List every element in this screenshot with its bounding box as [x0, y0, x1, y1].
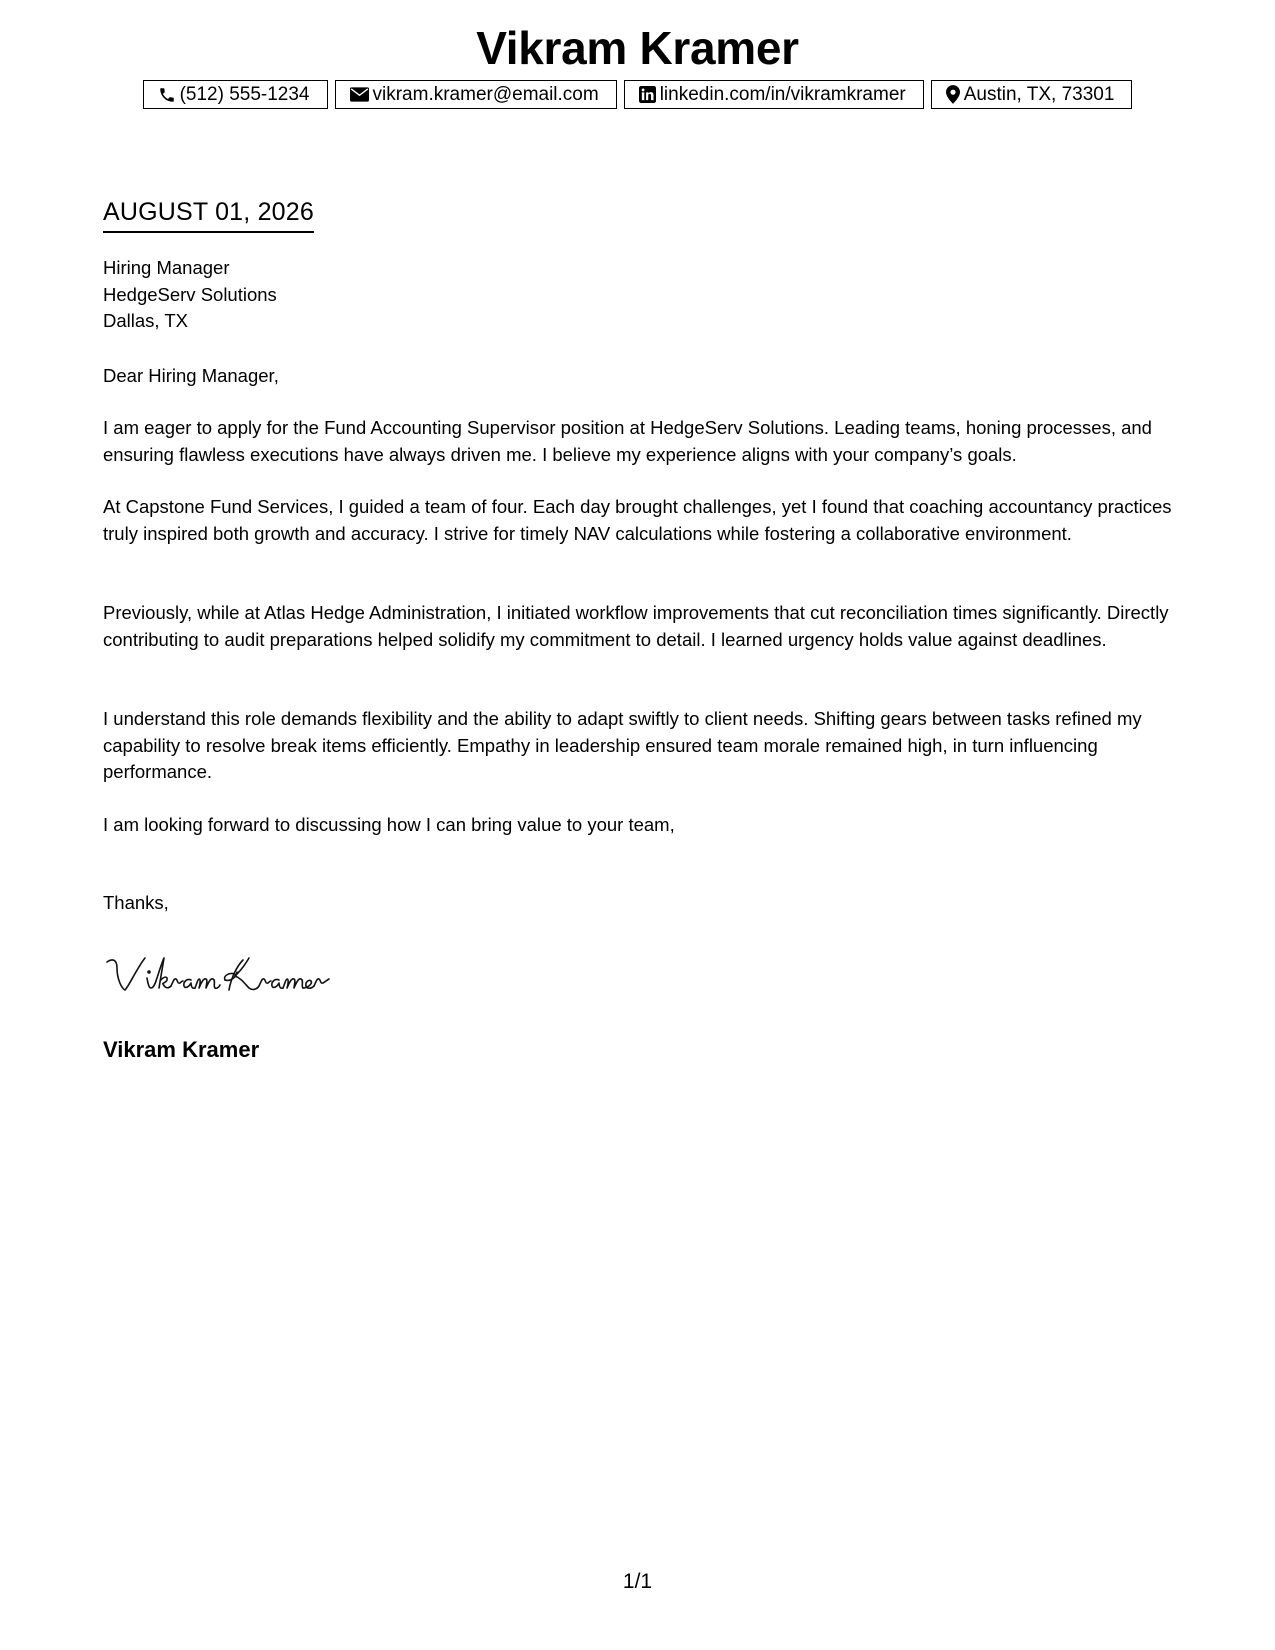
salutation: Dear Hiring Manager,	[103, 365, 279, 386]
body-paragraph: Previously, while at Atlas Hedge Administration, I initiated workflow improvements that cut reconciliation times significantly. Directly contributing to audit preparations helped solidify my commitment to detail. I learned urgency holds value against deadlines.	[103, 602, 1169, 650]
contact-email[interactable]	[335, 80, 617, 109]
contact-phone[interactable]	[143, 80, 328, 109]
closing-line: I am looking forward to discussing how I can bring value to your team,	[103, 814, 675, 835]
contact-location[interactable]	[931, 80, 1133, 109]
contact-email-text: vikram.kramer@email.com	[372, 83, 599, 105]
signer-name: Vikram Kramer	[103, 1037, 260, 1062]
body-paragraph: I understand this role demands flexibility and the ability to adapt swiftly to client needs. Shifting gears between tasks refined my capability to resolve break items efficiently. Empathy in leadership ensured team morale remained high, in turn influencing performance.	[103, 708, 1142, 782]
linkedin-icon	[639, 86, 656, 103]
contact-bar	[0, 80, 1275, 109]
letter-date: AUGUST 01, 2026	[103, 196, 314, 233]
phone-icon	[158, 86, 176, 104]
applicant-name-heading: Vikram Kramer	[476, 22, 799, 74]
envelope-icon	[350, 87, 369, 102]
page-number: 1/1	[622, 1570, 653, 1593]
recipient-location: Dallas, TX	[103, 310, 188, 331]
contact-location-text: Austin, TX, 73301	[963, 83, 1115, 105]
recipient-title: Hiring Manager	[103, 257, 230, 278]
signoff: Thanks,	[103, 892, 169, 913]
recipient-company: HedgeServ Solutions	[103, 283, 277, 305]
contact-linkedin[interactable]	[624, 80, 924, 109]
contact-phone-text: (512) 555-1234	[179, 83, 310, 105]
body-paragraph: I am eager to apply for the Fund Accounting Supervisor position at HedgeServ Solutions. Leading teams, honing processes, and ensuring flawless executions have always driven me. I believe my experience aligns with your company’s goals.	[103, 417, 1152, 465]
recipient-block	[103, 255, 1183, 335]
contact-linkedin-text: linkedin.com/in/vikramkramer	[659, 83, 906, 105]
map-pin-icon	[946, 85, 960, 104]
body-paragraph: At Capstone Fund Services, I guided a team of four. Each day brought challenges, yet I found that coaching accountancy practices truly inspired both growth and accuracy. I strive for timely NAV calculations while fostering a collaborative environment.	[103, 496, 1172, 544]
handwritten-signature	[103, 948, 363, 1013]
